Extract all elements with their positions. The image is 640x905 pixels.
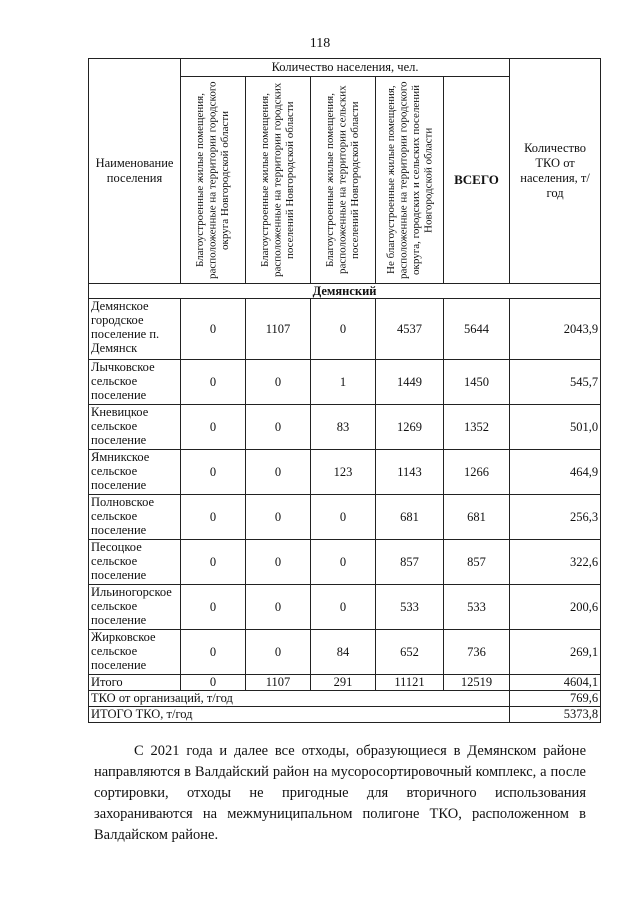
itogo-urban-district: 0 <box>181 675 246 691</box>
cell-total: 681 <box>444 495 510 540</box>
grand-total-row <box>89 707 601 723</box>
cell-tko: 269,1 <box>510 630 601 675</box>
settlement-name: Песоцкое сельское поселение <box>89 540 181 585</box>
settlement-name: Полновское сельское поселение <box>89 495 181 540</box>
table-row <box>89 585 601 630</box>
cell-tko: 464,9 <box>510 450 601 495</box>
cell-tko: 2043,9 <box>510 299 601 360</box>
cell-urban-settlements: 0 <box>246 630 311 675</box>
tko-col-header: Количество ТКО от населения, т/год <box>510 59 601 284</box>
cell-total: 5644 <box>444 299 510 360</box>
cell-rural-settlements: 123 <box>311 450 376 495</box>
cell-rural-settlements: 84 <box>311 630 376 675</box>
table-row <box>89 299 601 360</box>
itogo-non-improved: 11121 <box>376 675 444 691</box>
cell-non-improved: 681 <box>376 495 444 540</box>
cell-total: 533 <box>444 585 510 630</box>
org-row <box>89 691 601 707</box>
itogo-urban-settlements: 1107 <box>246 675 311 691</box>
cell-total: 1352 <box>444 405 510 450</box>
cell-tko: 200,6 <box>510 585 601 630</box>
cell-urban-district: 0 <box>181 450 246 495</box>
cell-rural-settlements: 0 <box>311 495 376 540</box>
settlement-name: Жирковское сельское поселение <box>89 630 181 675</box>
cell-urban-district: 0 <box>181 360 246 405</box>
table-row <box>89 630 601 675</box>
cell-urban-district: 0 <box>181 405 246 450</box>
total-col-header: ВСЕГО <box>444 77 510 284</box>
cell-total: 1266 <box>444 450 510 495</box>
org-label: ТКО от организаций, т/год <box>89 691 510 707</box>
table-row <box>89 450 601 495</box>
cell-total: 1450 <box>444 360 510 405</box>
settlement-name: Ильиногорское сельское поселение <box>89 585 181 630</box>
cell-urban-district: 0 <box>181 540 246 585</box>
table-row <box>89 495 601 540</box>
cell-non-improved: 857 <box>376 540 444 585</box>
cell-urban-district: 0 <box>181 299 246 360</box>
cell-tko: 545,7 <box>510 360 601 405</box>
subheader-urban-district: Благоустроенные жилые помещения, расположенные на территории городского округа Новгородской области <box>181 77 246 284</box>
cell-non-improved: 652 <box>376 630 444 675</box>
cell-tko: 501,0 <box>510 405 601 450</box>
grand-total-label: ИТОГО ТКО, т/год <box>89 707 510 723</box>
cell-non-improved: 533 <box>376 585 444 630</box>
subheader-rural-settlements: Благоустроенные жилые помещения, расположенные на территории сельских поселений Новгородской области <box>311 77 376 284</box>
population-waste-table <box>88 58 601 723</box>
itogo-tko: 4604,1 <box>510 675 601 691</box>
itogo-row <box>89 675 601 691</box>
subheader-urban-settlements: Благоустроенные жилые помещения, расположенные на территории городских поселений Новгородской области <box>246 77 311 284</box>
cell-tko: 322,6 <box>510 540 601 585</box>
cell-urban-district: 0 <box>181 630 246 675</box>
cell-urban-settlements: 1107 <box>246 299 311 360</box>
body-paragraph: С 2021 года и далее все отходы, образующиеся в Демянском районе направляются в Валдайский район на мусоросортировочный комплекс, а после сортировки, отходы не пригодные для вторичного использования захораниваются на межмуниципальном полигоне ТКО, расположенном в Валдайском районе. <box>94 742 586 843</box>
cell-rural-settlements: 1 <box>311 360 376 405</box>
itogo-label: Итого <box>89 675 181 691</box>
cell-total: 857 <box>444 540 510 585</box>
settlement-name: Лычковское сельское поселение <box>89 360 181 405</box>
itogo-rural-settlements: 291 <box>311 675 376 691</box>
settlement-col-header: Наименование поселения <box>89 59 181 284</box>
cell-urban-district: 0 <box>181 585 246 630</box>
cell-rural-settlements: 83 <box>311 405 376 450</box>
population-group-header: Количество населения, чел. <box>181 59 510 77</box>
cell-urban-settlements: 0 <box>246 495 311 540</box>
cell-urban-settlements: 0 <box>246 450 311 495</box>
cell-urban-settlements: 0 <box>246 585 311 630</box>
page-number: 118 <box>309 36 331 51</box>
cell-non-improved: 1269 <box>376 405 444 450</box>
settlement-name: Демянское городское поселение п. Демянск <box>89 299 181 360</box>
grand-total-value: 5373,8 <box>510 707 601 723</box>
cell-urban-district: 0 <box>181 495 246 540</box>
section-title: Демянский <box>89 284 601 299</box>
org-value: 769,6 <box>510 691 601 707</box>
cell-non-improved: 1143 <box>376 450 444 495</box>
cell-urban-settlements: 0 <box>246 540 311 585</box>
settlement-name: Кневицкое сельское поселение <box>89 405 181 450</box>
settlement-name: Ямникское сельское поселение <box>89 450 181 495</box>
cell-tko: 256,3 <box>510 495 601 540</box>
cell-rural-settlements: 0 <box>311 585 376 630</box>
table-row <box>89 540 601 585</box>
table-row <box>89 405 601 450</box>
cell-urban-settlements: 0 <box>246 360 311 405</box>
cell-rural-settlements: 0 <box>311 299 376 360</box>
cell-total: 736 <box>444 630 510 675</box>
table-row <box>89 360 601 405</box>
itogo-total: 12519 <box>444 675 510 691</box>
cell-urban-settlements: 0 <box>246 405 311 450</box>
cell-non-improved: 1449 <box>376 360 444 405</box>
cell-rural-settlements: 0 <box>311 540 376 585</box>
subheader-non-improved: Не благоустроенные жилые помещения, расположенные на территории городского округа, городских и сельских поселений Новгородской области <box>376 77 444 284</box>
cell-non-improved: 4537 <box>376 299 444 360</box>
